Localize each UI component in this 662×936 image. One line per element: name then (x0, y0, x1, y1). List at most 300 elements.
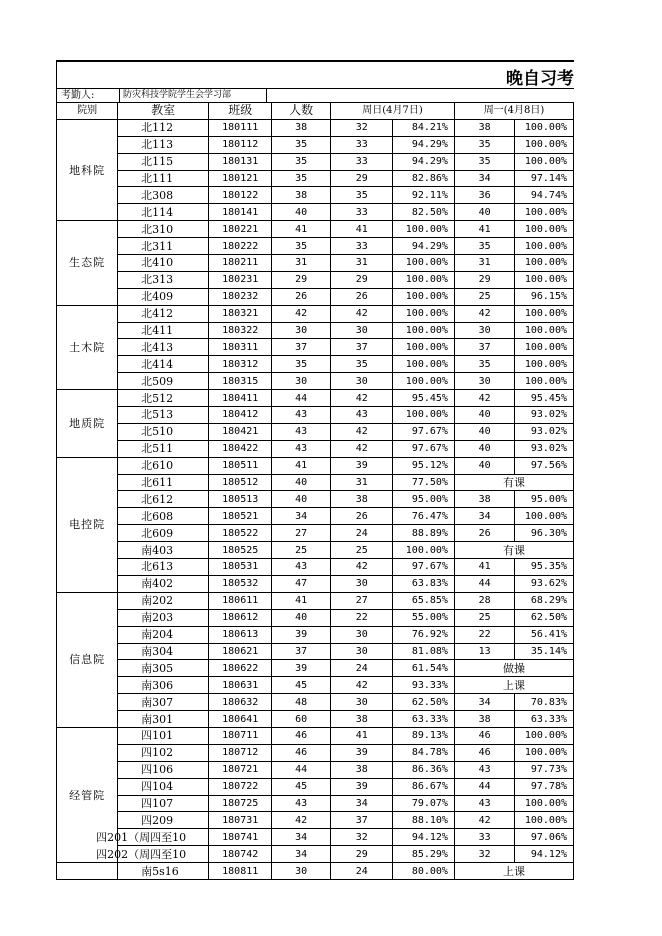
day2-rate-cell: 100.00% (515, 795, 574, 812)
class-cell: 180631 (209, 677, 272, 694)
day2-note-cell: 上课 (454, 677, 573, 694)
day2-rate-cell: 97.73% (515, 761, 574, 778)
day2-rate-cell: 96.30% (515, 525, 574, 542)
table-row (57, 457, 574, 474)
day1-rate-cell: 95.12% (393, 457, 455, 474)
day2-attend-cell: 43 (454, 761, 514, 778)
day1-rate-cell: 63.83% (393, 575, 455, 592)
day2-rate-cell: 35.14% (515, 643, 574, 660)
day1-attend-cell: 39 (331, 744, 393, 761)
table-row (57, 626, 574, 643)
classroom-cell: 北409 (118, 288, 209, 305)
day1-rate-cell: 81.08% (393, 643, 455, 660)
day2-attend-cell: 30 (454, 322, 514, 339)
day1-attend-cell: 37 (331, 812, 393, 829)
day2-attend-cell: 46 (454, 727, 514, 744)
checker-label: 考勤人: (61, 90, 95, 101)
classroom-cell: 北512 (118, 390, 209, 407)
table-row (57, 390, 574, 407)
classroom-cell: 南305 (118, 660, 209, 677)
day2-note-cell: 做操 (454, 660, 573, 677)
day1-attend-cell: 30 (331, 373, 393, 390)
header-classroom: 教室 (118, 103, 209, 120)
table-row (57, 187, 574, 204)
class-cell: 180222 (209, 238, 272, 255)
count-cell: 38 (272, 187, 331, 204)
table-row (57, 829, 574, 846)
day2-attend-cell: 38 (454, 491, 514, 508)
table-row (57, 761, 574, 778)
table-row (57, 373, 574, 390)
count-cell: 35 (272, 170, 331, 187)
table-row (57, 255, 574, 272)
day1-attend-cell: 32 (331, 119, 393, 136)
day1-attend-cell: 42 (331, 559, 393, 576)
class-cell: 180511 (209, 457, 272, 474)
day1-attend-cell: 42 (331, 440, 393, 457)
class-cell: 180632 (209, 694, 272, 711)
day2-attend-cell: 22 (454, 626, 514, 643)
day2-attend-cell: 40 (454, 440, 514, 457)
day2-attend-cell: 44 (454, 575, 514, 592)
day1-rate-cell: 85.29% (393, 846, 455, 863)
day2-rate-cell: 94.12% (515, 846, 574, 863)
table-row (57, 423, 574, 440)
day1-attend-cell: 30 (331, 322, 393, 339)
classroom-cell: 北613 (118, 559, 209, 576)
day2-attend-cell: 35 (454, 356, 514, 373)
day2-rate-cell: 100.00% (515, 812, 574, 829)
count-cell: 43 (272, 559, 331, 576)
table-row (57, 322, 574, 339)
count-cell: 30 (272, 863, 331, 880)
count-cell: 39 (272, 626, 331, 643)
count-cell: 44 (272, 390, 331, 407)
day2-attend-cell: 38 (454, 711, 514, 728)
count-cell: 43 (272, 407, 331, 424)
count-cell: 42 (272, 305, 331, 322)
table-row (57, 643, 574, 660)
class-cell: 180122 (209, 187, 272, 204)
day1-rate-cell: 100.00% (393, 407, 455, 424)
count-cell: 37 (272, 339, 331, 356)
class-cell: 180531 (209, 559, 272, 576)
class-cell: 180742 (209, 846, 272, 863)
count-cell: 47 (272, 575, 331, 592)
classroom-cell: 北112 (118, 119, 209, 136)
count-cell: 40 (272, 204, 331, 221)
day2-rate-cell: 97.56% (515, 457, 574, 474)
table-row (57, 744, 574, 761)
classroom-cell: 四209 (118, 812, 209, 829)
day1-attend-cell: 34 (331, 795, 393, 812)
day2-attend-cell: 40 (454, 407, 514, 424)
day2-attend-cell: 42 (454, 305, 514, 322)
table-row (57, 795, 574, 812)
college-cell: 电控院 (57, 457, 118, 592)
day2-attend-cell: 41 (454, 221, 514, 238)
day1-rate-cell: 95.00% (393, 491, 455, 508)
table-row (57, 221, 574, 238)
classroom-cell: 北411 (118, 322, 209, 339)
count-cell: 41 (272, 592, 331, 609)
day1-rate-cell: 62.50% (393, 694, 455, 711)
class-cell: 180311 (209, 339, 272, 356)
count-cell: 43 (272, 795, 331, 812)
college-cell: 地科院 (57, 119, 118, 220)
day1-rate-cell: 100.00% (393, 305, 455, 322)
day2-rate-cell: 93.02% (515, 440, 574, 457)
day2-attend-cell: 35 (454, 153, 514, 170)
count-cell: 45 (272, 677, 331, 694)
table-row (57, 778, 574, 795)
day1-attend-cell: 42 (331, 677, 393, 694)
day1-attend-cell: 37 (331, 339, 393, 356)
classroom-cell: 四107 (118, 795, 209, 812)
classroom-cell: 北509 (118, 373, 209, 390)
header-row (57, 103, 574, 120)
day1-rate-cell: 65.85% (393, 592, 455, 609)
classroom-cell: 北412 (118, 305, 209, 322)
classroom-cell: 四106 (118, 761, 209, 778)
day1-rate-cell: 97.67% (393, 440, 455, 457)
class-cell: 180513 (209, 491, 272, 508)
table-row (57, 863, 574, 880)
day1-attend-cell: 22 (331, 609, 393, 626)
day2-attend-cell: 40 (454, 457, 514, 474)
class-cell: 180611 (209, 592, 272, 609)
table-row (57, 271, 574, 288)
count-cell: 43 (272, 440, 331, 457)
count-cell: 34 (272, 508, 331, 525)
classroom-cell: 北310 (118, 221, 209, 238)
classroom-cell: 北308 (118, 187, 209, 204)
day2-attend-cell: 31 (454, 255, 514, 272)
day1-rate-cell: 100.00% (393, 339, 455, 356)
day1-attend-cell: 26 (331, 508, 393, 525)
college-cell: 地质院 (57, 390, 118, 458)
day2-attend-cell: 38 (454, 119, 514, 136)
day1-attend-cell: 33 (331, 204, 393, 221)
day2-attend-cell: 13 (454, 643, 514, 660)
class-cell: 180521 (209, 508, 272, 525)
classroom-cell: 北413 (118, 339, 209, 356)
classroom-cell: 北612 (118, 491, 209, 508)
count-cell: 41 (272, 457, 331, 474)
day1-rate-cell: 94.12% (393, 829, 455, 846)
day2-rate-cell: 70.83% (515, 694, 574, 711)
day2-rate-cell: 68.29% (515, 592, 574, 609)
count-cell: 34 (272, 829, 331, 846)
day2-attend-cell: 25 (454, 609, 514, 626)
day2-rate-cell: 100.00% (515, 322, 574, 339)
classroom-cell: 南204 (118, 626, 209, 643)
class-cell: 180712 (209, 744, 272, 761)
day2-rate-cell: 100.00% (515, 305, 574, 322)
day1-rate-cell: 89.13% (393, 727, 455, 744)
table-row (57, 694, 574, 711)
day2-attend-cell: 28 (454, 592, 514, 609)
day2-rate-cell: 96.15% (515, 288, 574, 305)
day1-rate-cell: 94.29% (393, 238, 455, 255)
title-row (56, 60, 574, 88)
day1-rate-cell: 100.00% (393, 221, 455, 238)
day1-rate-cell: 63.33% (393, 711, 455, 728)
day2-rate-cell: 56.41% (515, 626, 574, 643)
count-cell: 35 (272, 238, 331, 255)
class-cell: 180725 (209, 795, 272, 812)
day1-attend-cell: 24 (331, 863, 393, 880)
day1-attend-cell: 30 (331, 694, 393, 711)
day2-attend-cell: 35 (454, 238, 514, 255)
day2-rate-cell: 100.00% (515, 271, 574, 288)
classroom-cell: 南203 (118, 609, 209, 626)
classroom-cell: 北610 (118, 457, 209, 474)
classroom-cell: 北414 (118, 356, 209, 373)
count-cell: 34 (272, 846, 331, 863)
day1-rate-cell: 86.67% (393, 778, 455, 795)
college-cell (57, 863, 118, 880)
table-row (57, 288, 574, 305)
day1-rate-cell: 93.33% (393, 677, 455, 694)
table-row (57, 525, 574, 542)
day2-rate-cell: 62.50% (515, 609, 574, 626)
day1-attend-cell: 35 (331, 187, 393, 204)
day1-rate-cell: 100.00% (393, 373, 455, 390)
day1-attend-cell: 29 (331, 271, 393, 288)
day2-rate-cell: 100.00% (515, 373, 574, 390)
class-cell: 180131 (209, 153, 272, 170)
day1-attend-cell: 26 (331, 288, 393, 305)
count-cell: 35 (272, 136, 331, 153)
day2-rate-cell: 100.00% (515, 255, 574, 272)
day2-rate-cell: 93.62% (515, 575, 574, 592)
classroom-cell: 北609 (118, 525, 209, 542)
day1-rate-cell: 100.00% (393, 255, 455, 272)
day1-attend-cell: 31 (331, 474, 393, 491)
sheet-title: 晚自习考 (506, 69, 574, 89)
classroom-cell: 北113 (118, 136, 209, 153)
classroom-cell: 北611 (118, 474, 209, 491)
day1-attend-cell: 41 (331, 727, 393, 744)
day1-attend-cell: 42 (331, 305, 393, 322)
class-cell: 180322 (209, 322, 272, 339)
table-row (57, 238, 574, 255)
day1-attend-cell: 25 (331, 542, 393, 559)
day1-rate-cell: 79.07% (393, 795, 455, 812)
day1-rate-cell: 84.21% (393, 119, 455, 136)
day2-note-cell: 有课 (454, 542, 573, 559)
table-row (57, 170, 574, 187)
class-cell: 180121 (209, 170, 272, 187)
class-cell: 180421 (209, 423, 272, 440)
day2-rate-cell: 100.00% (515, 744, 574, 761)
count-cell: 35 (272, 153, 331, 170)
day1-rate-cell: 97.67% (393, 423, 455, 440)
day1-rate-cell: 86.36% (393, 761, 455, 778)
class-cell: 180111 (209, 119, 272, 136)
day2-attend-cell: 40 (454, 423, 514, 440)
table-row (57, 711, 574, 728)
day1-attend-cell: 33 (331, 153, 393, 170)
classroom-label: 四202（周四至10 (96, 847, 187, 861)
day1-attend-cell: 33 (331, 136, 393, 153)
classroom-cell: 南307 (118, 694, 209, 711)
day2-attend-cell: 32 (454, 846, 514, 863)
day1-rate-cell: 88.89% (393, 525, 455, 542)
table-row (57, 727, 574, 744)
table-row (57, 440, 574, 457)
table-row (57, 846, 574, 863)
day1-rate-cell: 77.50% (393, 474, 455, 491)
classroom-cell: 北111 (118, 170, 209, 187)
count-cell: 37 (272, 643, 331, 660)
day2-attend-cell: 43 (454, 795, 514, 812)
day2-rate-cell: 93.02% (515, 407, 574, 424)
day1-attend-cell: 30 (331, 626, 393, 643)
classroom-cell: 北608 (118, 508, 209, 525)
count-cell: 39 (272, 660, 331, 677)
count-cell: 29 (272, 271, 331, 288)
day1-rate-cell: 92.11% (393, 187, 455, 204)
class-cell: 180722 (209, 778, 272, 795)
count-cell: 48 (272, 694, 331, 711)
day2-attend-cell: 42 (454, 812, 514, 829)
table-row (57, 660, 574, 677)
college-cell: 生态院 (57, 221, 118, 305)
day2-rate-cell: 93.02% (515, 423, 574, 440)
classroom-cell: 北511 (118, 440, 209, 457)
table-row (57, 559, 574, 576)
day2-attend-cell: 37 (454, 339, 514, 356)
table-row (57, 153, 574, 170)
day2-attend-cell: 26 (454, 525, 514, 542)
day2-rate-cell: 97.14% (515, 170, 574, 187)
day2-attend-cell: 42 (454, 390, 514, 407)
count-cell: 38 (272, 119, 331, 136)
day1-attend-cell: 39 (331, 457, 393, 474)
count-cell: 35 (272, 356, 331, 373)
day2-rate-cell: 100.00% (515, 356, 574, 373)
day1-attend-cell: 43 (331, 407, 393, 424)
day1-rate-cell: 84.78% (393, 744, 455, 761)
day1-attend-cell: 30 (331, 575, 393, 592)
class-cell: 180532 (209, 575, 272, 592)
count-cell: 46 (272, 727, 331, 744)
day2-rate-cell: 63.33% (515, 711, 574, 728)
college-cell: 经管院 (57, 727, 118, 862)
class-cell: 180522 (209, 525, 272, 542)
count-cell: 46 (272, 744, 331, 761)
class-cell: 180641 (209, 711, 272, 728)
day1-rate-cell: 82.50% (393, 204, 455, 221)
day1-attend-cell: 38 (331, 711, 393, 728)
count-cell: 42 (272, 812, 331, 829)
day2-rate-cell: 100.00% (515, 119, 574, 136)
day1-attend-cell: 39 (331, 778, 393, 795)
table-row (57, 677, 574, 694)
class-cell: 180711 (209, 727, 272, 744)
day2-attend-cell: 29 (454, 271, 514, 288)
classroom-cell: 南301 (118, 711, 209, 728)
header-college: 院别 (57, 103, 118, 120)
day2-rate-cell: 100.00% (515, 221, 574, 238)
day1-rate-cell: 100.00% (393, 322, 455, 339)
day1-rate-cell: 88.10% (393, 812, 455, 829)
day2-attend-cell: 35 (454, 136, 514, 153)
class-cell: 180525 (209, 542, 272, 559)
class-cell: 180312 (209, 356, 272, 373)
day2-rate-cell: 97.06% (515, 829, 574, 846)
classroom-cell: 四102 (118, 744, 209, 761)
day1-attend-cell: 29 (331, 170, 393, 187)
table-row (57, 339, 574, 356)
class-cell: 180141 (209, 204, 272, 221)
class-cell: 180613 (209, 626, 272, 643)
table-row (57, 204, 574, 221)
day2-rate-cell: 100.00% (515, 136, 574, 153)
day1-attend-cell: 31 (331, 255, 393, 272)
table-row (57, 575, 574, 592)
day1-attend-cell: 30 (331, 643, 393, 660)
count-cell: 30 (272, 322, 331, 339)
day2-attend-cell: 33 (454, 829, 514, 846)
classroom-cell: 南403 (118, 542, 209, 559)
day1-rate-cell: 82.86% (393, 170, 455, 187)
count-cell: 60 (272, 711, 331, 728)
classroom-cell: 北313 (118, 271, 209, 288)
day1-attend-cell: 27 (331, 592, 393, 609)
classroom-cell (96, 829, 209, 846)
college-cell: 信息院 (57, 592, 118, 727)
spreadsheet (56, 60, 574, 878)
day1-rate-cell: 100.00% (393, 271, 455, 288)
classroom-cell: 北410 (118, 255, 209, 272)
day2-rate-cell: 100.00% (515, 238, 574, 255)
day1-rate-cell: 95.45% (393, 390, 455, 407)
count-cell: 40 (272, 491, 331, 508)
day1-attend-cell: 32 (331, 829, 393, 846)
day1-rate-cell: 97.67% (393, 559, 455, 576)
table-row (57, 119, 574, 136)
class-cell: 180411 (209, 390, 272, 407)
day2-rate-cell: 97.78% (515, 778, 574, 795)
classroom-cell: 南306 (118, 677, 209, 694)
day2-rate-cell: 100.00% (515, 727, 574, 744)
count-cell: 27 (272, 525, 331, 542)
table-row (57, 136, 574, 153)
classroom-cell: 南5s16 (118, 863, 209, 880)
day1-attend-cell: 38 (331, 491, 393, 508)
class-cell: 180621 (209, 643, 272, 660)
header-count: 人数 (272, 103, 331, 120)
day1-rate-cell: 76.47% (393, 508, 455, 525)
day1-attend-cell: 42 (331, 423, 393, 440)
classroom-cell: 北510 (118, 423, 209, 440)
class-cell: 180612 (209, 609, 272, 626)
day1-attend-cell: 41 (331, 221, 393, 238)
classroom-cell: 南402 (118, 575, 209, 592)
count-cell: 31 (272, 255, 331, 272)
table-row (57, 542, 574, 559)
day2-attend-cell: 40 (454, 204, 514, 221)
day2-attend-cell: 41 (454, 559, 514, 576)
table-row (57, 592, 574, 609)
classroom-label: 四201（周四至10 (96, 830, 187, 844)
class-cell: 180231 (209, 271, 272, 288)
class-cell: 180741 (209, 829, 272, 846)
day2-attend-cell: 44 (454, 778, 514, 795)
